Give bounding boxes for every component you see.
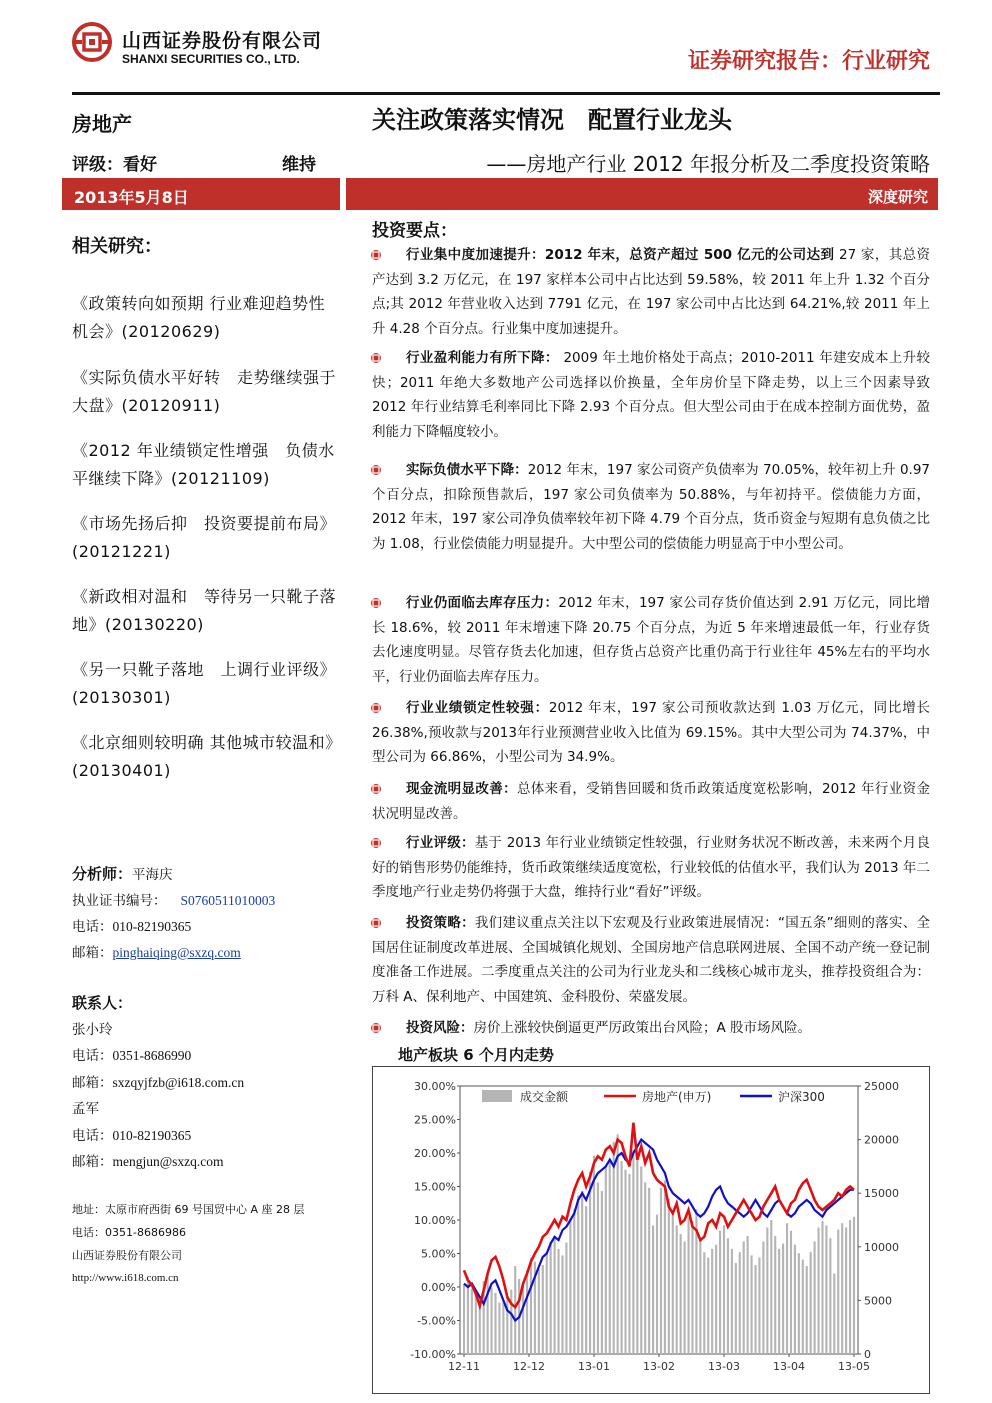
contact-email-label: 邮箱： [72,1154,113,1170]
address-phone: 电话：0351-8686986 [72,1226,186,1239]
volume-bar [557,1249,559,1354]
company-name-en: SHANXI SECURITIES CO., LTD. [122,52,300,66]
company-address [72,1198,352,1290]
volume-bar [542,1265,544,1354]
volume-bar [609,1159,611,1354]
volume-bar [817,1228,819,1354]
y-left-tick-label: 5.00% [421,1247,456,1261]
volume-bar [660,1188,662,1354]
point-body: 我们建议重点关注以下宏观及行业政策进展情况：“国五条”细则的落实、全国居住证制度改革进展、全国城镇化规划、全国房地产信息联网进展、全国不动产统一登记制度准备工作进展。二季度重点关注的公司为行业龙头和二线核心城市龙头，推荐投资组合为：万科 A、保利地产、中国建筑、金科股份、荣盛发展。 [372,915,930,1005]
report-subtitle: ——房地产行业 2012 年报分析及二季度投资策略 [486,152,930,176]
contact-email[interactable]: sxzqyjfzb@i618.com.cn [112,1074,245,1090]
volume-bar [684,1241,686,1354]
x-tick-label: 13-04 [773,1360,805,1373]
y-left-tick-label: 10.00% [414,1214,456,1227]
x-tick-label: 12-11 [448,1360,480,1373]
report-title-part-a: 关注政策落实情况 [372,106,564,134]
volume-bar [833,1274,835,1354]
report-date: 2013年5月8日 [74,188,189,207]
related-research-item[interactable]: 《市场先扬后抑 投资要提前布局》(20121221) [72,514,337,561]
volume-bar [853,1217,855,1354]
point-heading: 投资策略： [406,915,475,931]
investment-point [372,777,930,826]
bullet-icon [370,464,382,476]
related-research-item[interactable]: 《2012 年业绩锁定性增强 负债水平继续下降》(20121109) [72,441,335,488]
volume-bar [790,1231,792,1354]
contact-name: 孟军 [72,1101,99,1117]
point-heading: 行业评级： [406,835,475,851]
volume-bar [715,1245,717,1354]
contact-name: 张小玲 [72,1021,113,1038]
volume-bar [546,1252,548,1354]
bullet-icon [370,352,382,364]
y-left-tick-label: -5.00% [417,1314,456,1328]
investment-point [372,591,930,689]
volume-bar [648,1188,650,1354]
y-right-tick-label: 25000 [864,1080,899,1093]
volume-bar [463,1284,465,1354]
y-right-tick-label: 10000 [864,1240,899,1254]
volume-bar [644,1182,646,1354]
volume-bar [577,1195,579,1354]
rating-action: 维持 [282,155,316,175]
bullet-icon [370,702,382,714]
volume-bar [573,1209,575,1354]
x-tick-label: 13-01 [578,1360,610,1373]
volume-bar [754,1265,756,1354]
report-type: 证券研究报告：行业研究 [687,49,930,74]
report-category-bar [346,178,938,210]
y-left-tick-label: 25.00% [414,1113,456,1127]
volume-bar [758,1258,760,1354]
contact-email[interactable]: mengjun@sxzq.com [112,1154,224,1169]
volume-bar [605,1166,607,1354]
volume-bar [522,1284,524,1354]
volume-bar [601,1191,603,1354]
investment-point [372,696,930,770]
volume-bar [569,1220,571,1354]
volume-bar [739,1252,741,1354]
volume-bar [565,1243,567,1354]
analyst-label: 分析师： [72,865,133,883]
point-body: 2012 年末，197 家公司预收款达到 1.03 万亿元，同比增长 26.38%,预收款与2013年行业预测营业收入比值为 69.15%。其中大型公司为 74.37%，中型公司为 66.86%，小型公司为 34.9%。 [372,700,930,765]
depth-research-label: 深度研究 [867,188,928,206]
point-body: 房价上涨较快倒逼更严厉政策出台风险；A 股市场风险。 [473,1020,812,1036]
report-title-part-b: 配置行业龙头 [588,106,732,134]
investment-point [372,243,930,341]
contact-phone: 0351-8686990 [112,1048,192,1063]
related-research-item[interactable]: 《实际负债水平好转 走势继续强于大盘》(20120911) [72,368,337,415]
point-heading: 投资风险： [406,1020,474,1036]
volume-bar [774,1236,776,1354]
point-heading: 行业业绩锁定性较强： [406,700,549,716]
contact-email-label: 邮箱： [72,1074,113,1091]
volume-bar [632,1150,634,1354]
volume-bar [676,1225,678,1354]
bullet-icon [370,917,382,929]
analyst-email-label: 邮箱： [72,945,113,961]
volume-bar [810,1252,812,1354]
analyst-name: 平海庆 [132,867,173,883]
volume-bar [593,1156,595,1354]
volume-bar [502,1300,504,1354]
volume-bar [699,1238,701,1354]
contact-phone: 010-82190365 [112,1127,192,1143]
x-tick-label: 12-12 [513,1360,545,1373]
header-divider [72,92,940,95]
y-right-tick-label: 15000 [864,1187,899,1201]
volume-bar [680,1234,682,1354]
bullet-icon [370,597,382,609]
volume-bar [747,1236,749,1354]
cert-label: 执业证书编号： [72,893,167,909]
volume-bar [806,1266,808,1354]
volume-bar [743,1241,745,1354]
bullet-icon [370,249,382,261]
point-heading: 行业盈利能力有所下降： [406,350,559,366]
investment-point [372,911,930,1009]
volume-bar [514,1266,516,1354]
volume-bar [829,1238,831,1354]
volume-bar [731,1249,733,1354]
volume-bar [581,1191,583,1354]
volume-bar [821,1221,823,1354]
volume-bar [798,1253,800,1354]
related-research-item[interactable]: 《新政相对温和 等待另一只靴子落地》(20130220) [72,587,337,634]
volume-bar [770,1220,772,1354]
volume-bar [778,1249,780,1354]
bullet-icon [370,783,382,795]
report-title [372,100,732,135]
volume-bar [487,1274,489,1354]
point-body: 27 家，其总资产达到 3.2 万亿元，在 197 家样本公司中占比达到 59.58%，较 2011 年上升 1.32 个百分点;其 2012 年营业收入达到 7791 亿元，在 197 家公司中占比达到 64.21%,较 2011 年上升 4.28 个百分点。行业集中度加速提升。 [372,247,930,337]
volume-bar [475,1292,477,1354]
y-left-tick-label: -10.00% [410,1348,456,1361]
volume-bar [668,1199,670,1354]
volume-bar [845,1228,847,1354]
volume-bar [751,1255,753,1354]
investment-point [372,458,930,556]
related-research-item[interactable]: 《北京细则较明确 其他城市较温和》(20130401) [72,733,334,780]
volume-bar [707,1258,709,1354]
contacts-label: 联系人： [72,994,133,1012]
volume-bar [841,1223,843,1354]
y-right-tick-label: 20000 [864,1133,899,1147]
analyst-info [72,862,352,966]
volume-bar [719,1231,721,1354]
volume-bar [837,1230,839,1354]
volume-bar [652,1225,654,1354]
volume-bar [727,1238,729,1354]
volume-bar [494,1293,496,1354]
volume-bar [530,1258,532,1354]
legend-swatch-volume [482,1090,512,1102]
sector-title: 房地产 [72,112,132,136]
volume-bar [550,1241,552,1354]
volume-bar [597,1182,599,1354]
volume-bar [621,1161,623,1354]
volume-bar [561,1255,563,1354]
analyst-email-link[interactable]: pinghaiqing@sxzq.com [112,945,241,960]
x-tick-label: 13-03 [708,1360,740,1373]
volume-bar [510,1290,512,1354]
point-body: 2012 年末，197 家公司资产负债率为 70.05%，较年初上升 0.97 个百分点，扣除预售款后，197 家公司负债率为 50.88%，与年初持平。偿债能力方面，2012 年末，197 家公司净负债率较年初下降 4.79 个百分点，货币资金与短期有息负债之比为 1.08，行业偿债能力明显提升。大中型公司的偿债能力明显高于中小型公司。 [372,462,931,552]
y-left-tick-label: 30.00% [414,1080,456,1093]
volume-bar [762,1241,764,1354]
volume-bar [723,1225,725,1354]
x-tick-label: 13-02 [643,1360,675,1373]
contact-phone-label: 电话： [72,1048,113,1064]
x-tick-label: 13-05 [838,1360,870,1373]
y-left-tick-label: 15.00% [414,1180,456,1194]
point-body: 总体来看，受销售回暖和货币政策适度宽松影响，2012 年行业资金状况明显改善。 [372,781,930,822]
y-right-tick-label: 0 [864,1348,871,1361]
investment-highlights-title: 投资要点： [372,221,457,241]
volume-bar [636,1152,638,1354]
volume-bar [526,1270,528,1354]
volume-bar [802,1260,804,1354]
cert-number: S0760511010003 [180,893,276,908]
company-url-link[interactable]: http://www.i618.com.cn [72,1272,179,1284]
related-research-title: 相关研究： [72,236,162,257]
volume-bar [687,1217,689,1354]
volume-bar [585,1206,587,1354]
point-heading: 实际负债水平下降： [406,462,528,478]
volume-bar [491,1288,493,1354]
y-right-tick-label: 5000 [864,1294,892,1308]
volume-bar [849,1220,851,1354]
volume-bar [624,1170,626,1354]
volume-bar [825,1225,827,1354]
volume-bar [711,1249,713,1354]
related-research-item[interactable]: 《另一只靴子落地 上调行业评级》(20130301) [72,660,337,707]
volume-bar [554,1236,556,1354]
point-body: 2012 年末，197 家公司存货价值达到 2.91 万亿元，同比增长 18.6%，较 2011 年末增速下降 20.75 个百分点，为近 5 年来增速最低一年，行业存货去化速度明显。尽管存货去化加速，但存货占总资产比重仍高于行业往年 45%左右的平均水平，行业仍面临去库存压力。 [372,595,930,685]
volume-bar [786,1223,788,1354]
volume-bar [471,1289,473,1354]
volume-bar [735,1263,737,1354]
point-heading: 行业仍面临去库存压力： [406,595,559,611]
rating-label: 评级：看好 [72,155,157,175]
point-heading: 现金流明显改善： [406,781,517,797]
point-body: 基于 2013 年行业业绩锁定性较强，行业财务状况不断改善，未来两个月良好的销售形势仍能维持，货币政策继续适度宽松，行业较低的估值水平，我们认为 2013 年二季度地产行业走势仍将强于大盘，维持行业“看好”评级。 [372,835,930,900]
y-left-tick-label: 0.00% [421,1281,456,1294]
company-name-cn: 山西证券股份有限公司 [122,30,323,52]
volume-bar [656,1215,658,1354]
contact-phone-label: 电话： [72,1127,113,1144]
volume-bar [664,1180,666,1354]
volume-bar [691,1221,693,1354]
volume-bar [703,1252,705,1354]
volume-bar [589,1172,591,1354]
investment-point [372,346,930,444]
legend-label: 成交金额 [520,1090,569,1104]
analyst-phone: 010-82190365 [112,919,192,934]
volume-bar [613,1142,615,1354]
volume-bar [640,1166,642,1354]
volume-bar [672,1215,674,1354]
volume-bar [794,1245,796,1354]
sector-trend-chart [372,1066,930,1394]
address-company: 山西证券股份有限公司 [72,1249,182,1262]
related-research-item[interactable]: 《政策转向如预期 行业难迎趋势性机会》(20120629) [72,294,326,341]
volume-bar [628,1174,630,1354]
volume-bar [814,1241,816,1354]
company-logo-icon [72,22,112,62]
y-left-tick-label: 20.00% [414,1147,456,1160]
address-line: 地址：太原市府西街 69 号国贸中心 A 座 28 层 [72,1203,305,1216]
legend-label: 沪深300 [778,1090,825,1104]
investment-point [372,1016,930,1041]
volume-bar [617,1134,619,1354]
bullet-icon [370,837,382,849]
investment-point [372,831,930,905]
legend-label: 房地产(申万) [642,1090,712,1104]
point-body: 2009 年土地价格处于高点；2010-2011 年建安成本上升较快；2011 年绝大多数地产公司选择以价换量，全年房价呈下降走势，以上三个因素导致 2012 年行业结算毛利率同比下降 2.93 个百分点。但大型公司由于在成本控制方面优势，盈利能力下降幅度较小。 [372,350,930,440]
point-heading: 行业集中度加速提升：2012 年末，总资产超过 500 亿元的公司达到 [406,247,835,263]
volume-bar [766,1228,768,1354]
chart-title: 地产板块 6 个月内走势 [398,1046,554,1064]
contact-info [72,990,352,1176]
bullet-icon [370,1022,382,1034]
volume-bar [498,1303,500,1354]
analyst-phone-label: 电话： [72,919,113,935]
volume-bar [782,1244,784,1354]
volume-bar [538,1269,540,1354]
